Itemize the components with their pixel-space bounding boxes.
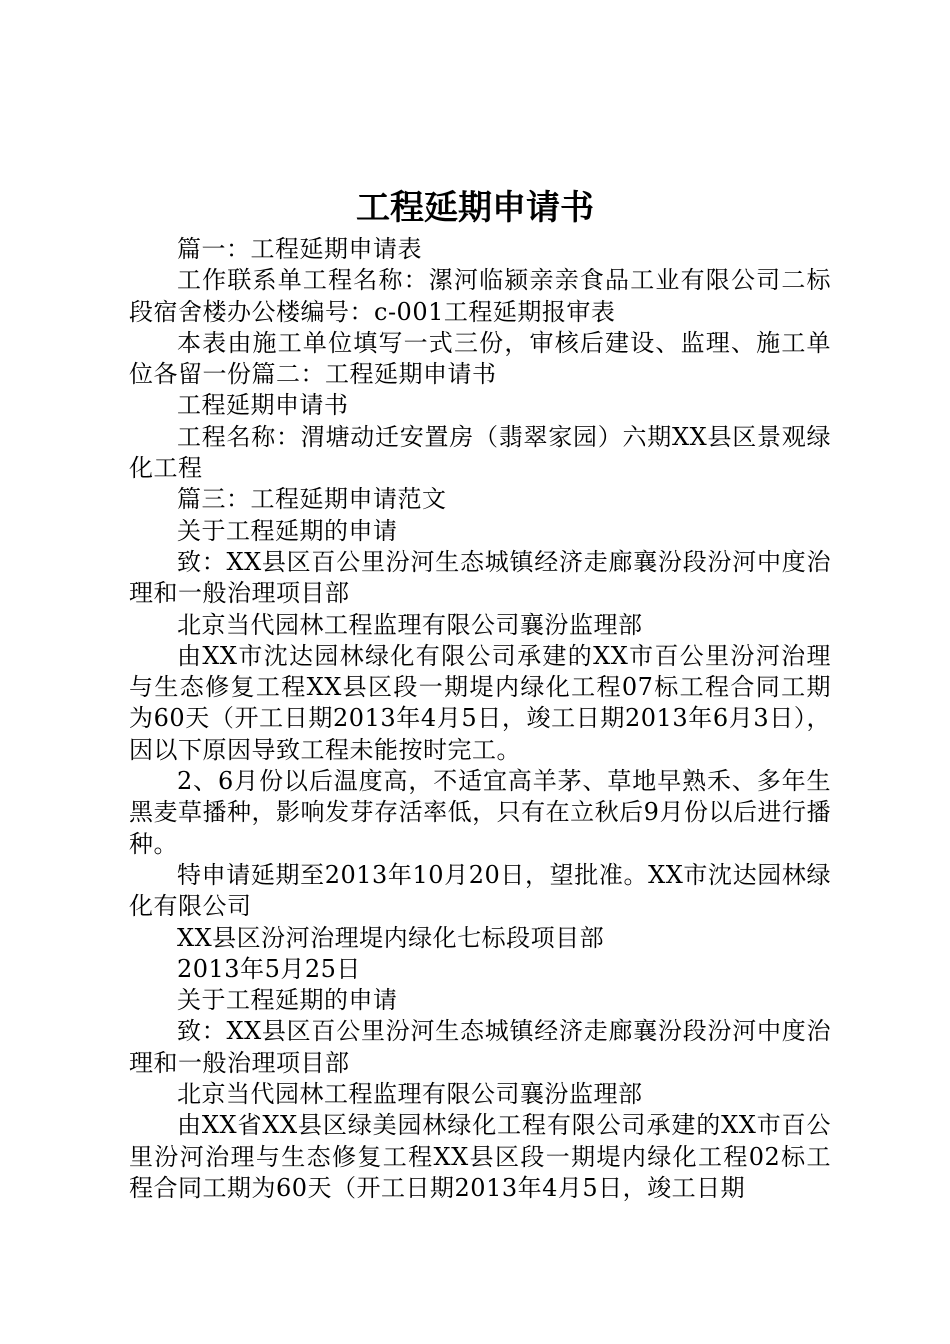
- paragraph-11: 2、6月份以后温度高，不适宜高羊茅、草地早熟禾、多年生黑麦草播种，影响发芽存活率低，只有在立秋后9月份以后进行播种。: [129, 767, 831, 858]
- paragraph-13: XX县区汾河治理堤内绿化七标段项目部: [177, 923, 605, 952]
- paragraph-18: 由XX省XX县区绿美园林绿化工程有限公司承建的XX市百公里汾河治理与生态修复工程XX县区段一期堤内绿化工程02标工程合同工期为60天（开工日期2013年4月5日，竣工日期: [129, 1111, 831, 1202]
- paragraph-2: 工作联系单工程名称：漯河临颍亲亲食品工业有限公司二标段宿舍楼办公楼编号：c-001工程延期报审表: [129, 266, 831, 326]
- paragraph-5: 工程名称：渭塘动迁安置房（翡翠家园）六期XX县区景观绿化工程: [129, 422, 831, 483]
- paragraph-6: 篇三：工程延期申请范文: [177, 485, 447, 514]
- paragraph-1: 篇一：工程延期申请表: [177, 235, 422, 263]
- paragraph-7: 关于工程延期的申请: [177, 516, 398, 545]
- paragraph-8: 致：XX县区百公里汾河生态城镇经济走廊襄汾段汾河中度治理和一般治理项目部: [129, 547, 831, 608]
- paragraph-14: 2013年5月25日: [177, 954, 361, 983]
- paragraph-17: 北京当代园林工程监理有限公司襄汾监理部: [177, 1080, 643, 1109]
- paragraph-16: 致：XX县区百公里汾河生态城镇经济走廊襄汾段汾河中度治理和一般治理项目部: [129, 1017, 831, 1077]
- paragraph-9: 北京当代园林工程监理有限公司襄汾监理部: [177, 610, 643, 639]
- paragraph-15: 关于工程延期的申请: [177, 986, 398, 1015]
- paragraph-10: 由XX市沈达园林绿化有限公司承建的XX市百公里汾河治理与生态修复工程XX县区段一期堤内绿化工程07标工程合同工期为60天（开工日期2013年4月5日，竣工日期2013年6月3日），因以下原因导致工程未能按时完工。: [129, 641, 831, 764]
- paragraph-12: 特申请延期至2013年10月20日，望批准。XX市沈达园林绿化有限公司: [129, 860, 831, 921]
- document-title: 工程延期申请书: [356, 188, 594, 228]
- paragraph-4: 工程延期申请书: [177, 391, 349, 420]
- document-body: [129, 234, 831, 1204]
- paragraph-3: 本表由施工单位填写一式三份，审核后建设、监理、施工单位各留一份篇二：工程延期申请书: [129, 328, 831, 389]
